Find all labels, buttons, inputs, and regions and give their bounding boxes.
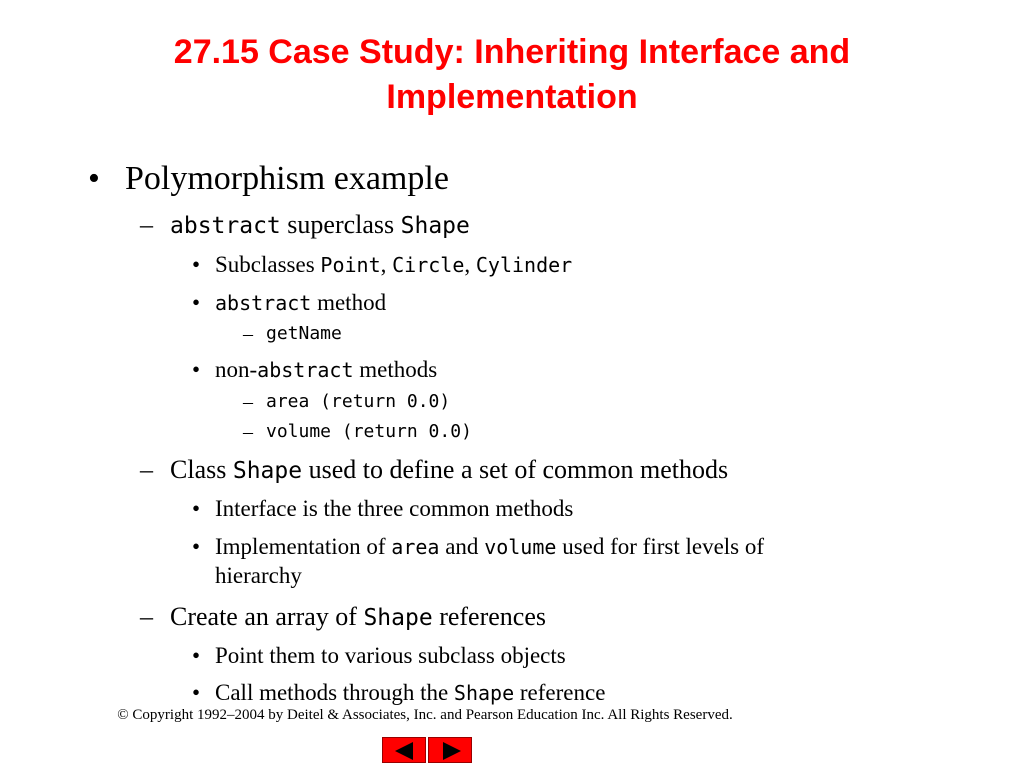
right-arrow-icon: [429, 738, 473, 764]
bullet-marker: •: [192, 357, 201, 382]
plain-text: Class: [170, 455, 233, 484]
item-implementation-continuation: hierarchy: [215, 563, 302, 588]
title-line-1: 27.15 Case Study: Inheriting Interface and: [173, 33, 851, 71]
plain-text: reference: [514, 680, 606, 705]
dash-marker: –: [243, 421, 253, 443]
dash-marker: –: [140, 455, 153, 484]
dash-marker: –: [140, 210, 153, 239]
copyright-footer: © Copyright 1992–2004 by Deitel & Associates, Inc. and Pearson Education Inc. All Rights Reserved.: [117, 707, 733, 723]
bullet-marker: •: [192, 496, 201, 521]
code-text: Shape: [363, 605, 433, 631]
plain-text: methods: [353, 357, 438, 382]
bullet-marker: •: [192, 534, 201, 559]
bullet-marker: •: [192, 680, 201, 705]
code-text: area: [391, 535, 440, 559]
subbullet-abstract-superclass: [170, 210, 470, 240]
subbullet-create-array: [170, 602, 546, 632]
plain-text: Implementation of: [215, 534, 392, 559]
bullet-marker: •: [192, 643, 201, 668]
code-text: Shape: [232, 458, 303, 484]
bullet-marker: •: [88, 160, 100, 197]
bullet-polymorphism-example: Polymorphism example: [125, 160, 449, 197]
previous-slide-button[interactable]: [382, 737, 426, 763]
dash-marker: –: [243, 323, 253, 345]
item-subclasses: [215, 252, 572, 278]
dash-marker: –: [243, 391, 253, 413]
item-volume: volume (return 0.0): [266, 421, 472, 442]
left-arrow-icon: [383, 738, 427, 764]
plain-text: references: [432, 602, 546, 631]
subbullet-class-shape: [170, 455, 728, 485]
plain-text: used for first levels of: [556, 534, 765, 559]
plain-text: Call methods through the: [215, 680, 454, 705]
plain-text: used to define a set of common methods: [302, 455, 729, 484]
bullet-marker: •: [192, 252, 201, 277]
item-interface: Interface is the three common methods: [215, 496, 574, 521]
code-text: abstract: [257, 358, 354, 382]
plain-text: ,: [464, 252, 476, 277]
item-abstract-method: [215, 290, 386, 316]
code-text: Shape: [453, 681, 515, 705]
plain-text: ,: [380, 252, 393, 277]
plain-text: Subclasses: [215, 252, 321, 277]
next-slide-button[interactable]: [428, 737, 472, 763]
item-implementation: [215, 534, 764, 560]
code-text: Circle: [392, 253, 465, 277]
plain-text: superclass: [280, 210, 401, 239]
item-getname: getName: [266, 323, 342, 344]
item-point-them: Point them to various subclass objects: [215, 643, 566, 668]
code-text: Point: [320, 253, 381, 277]
plain-text: and: [439, 534, 485, 559]
slide-title: [0, 30, 1024, 120]
dash-marker: –: [140, 602, 153, 631]
item-area: area (return 0.0): [266, 391, 451, 412]
item-call-methods: [215, 680, 605, 706]
code-text: abstract: [170, 213, 281, 239]
title-line-2: Implementation: [386, 78, 638, 116]
plain-text: non-: [215, 357, 258, 382]
plain-text: method: [311, 290, 387, 315]
plain-text: Create an array of: [170, 602, 364, 631]
item-non-abstract-methods: [215, 357, 437, 383]
code-text: Shape: [400, 213, 470, 239]
code-text: abstract: [215, 291, 312, 315]
code-text: volume: [484, 535, 557, 559]
code-text: Cylinder: [475, 253, 573, 277]
bullet-marker: •: [192, 290, 201, 315]
